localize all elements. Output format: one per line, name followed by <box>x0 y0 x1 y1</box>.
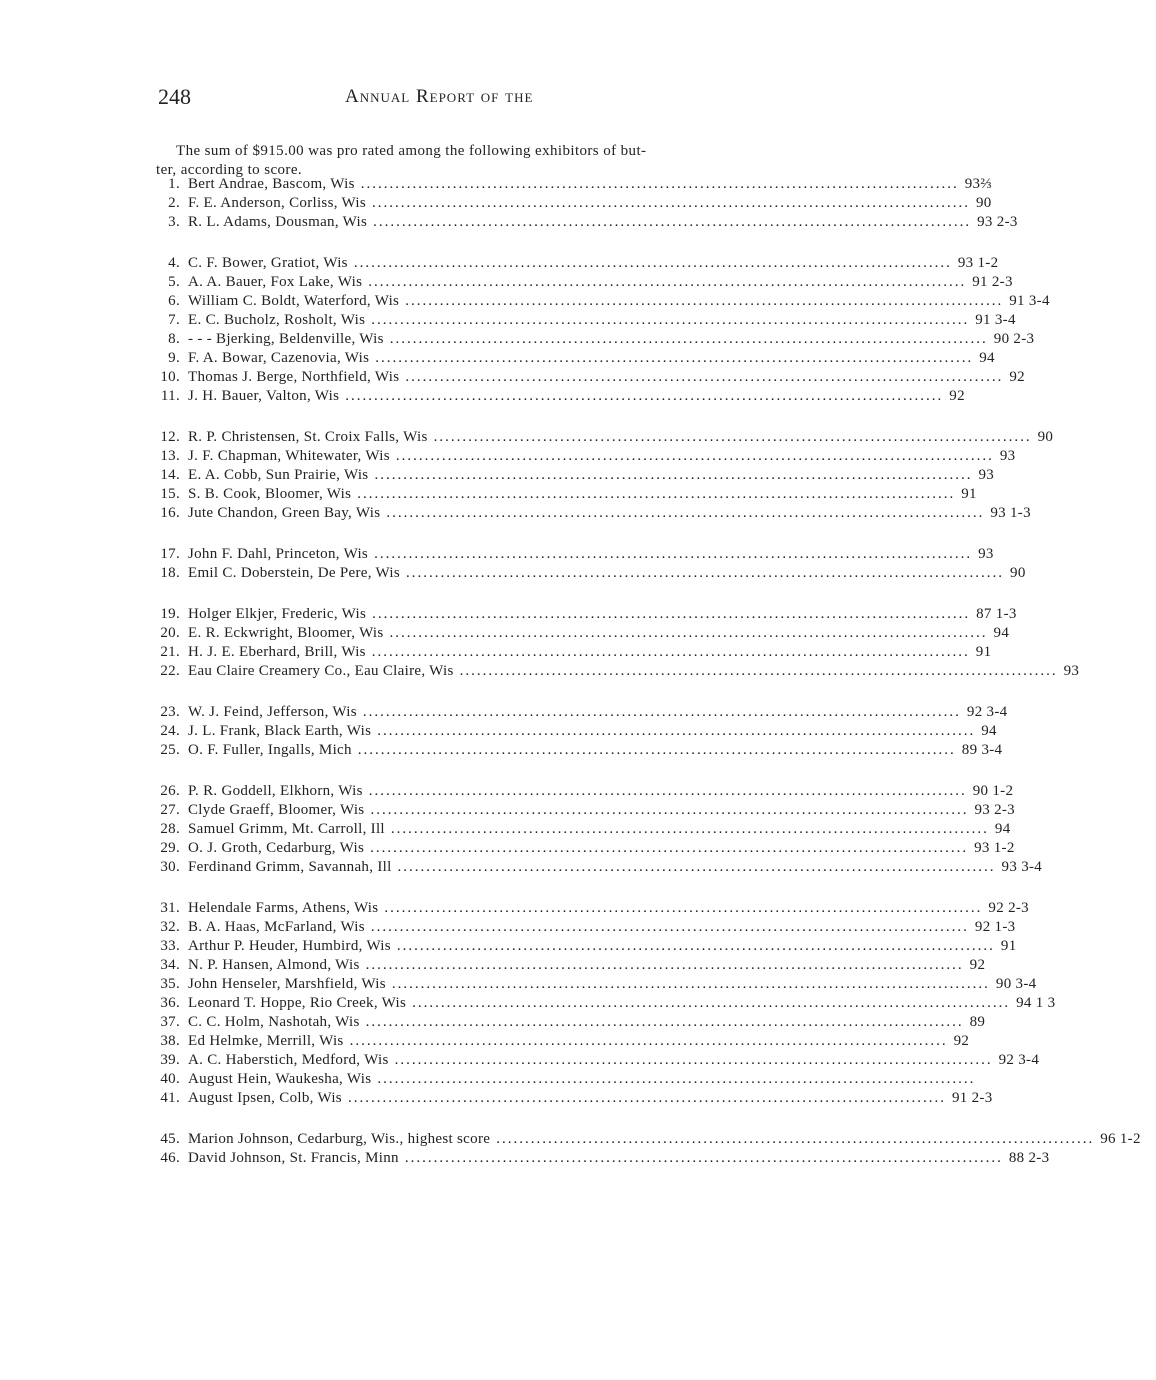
exhibitor-name: Bert Andrae, Bascom, Wis <box>188 176 355 192</box>
butter-score: 94 1 3 <box>1016 995 1056 1011</box>
exhibitor-name: O. J. Groth, Cedarburg, Wis <box>188 840 365 856</box>
page-number: 248 <box>158 84 191 109</box>
butter-score: 92 <box>953 1033 970 1049</box>
dot-leader: ........................................................................................................ <box>357 742 956 758</box>
butter-score: 96 1-2 <box>1100 1131 1141 1147</box>
exhibitor-name: S. B. Cook, Bloomer, Wis <box>188 486 352 502</box>
butter-score: 93 <box>978 467 995 483</box>
exhibitor-name: Ed Helmke, Merrill, Wis <box>188 1033 344 1049</box>
entry-number: 21. <box>160 644 180 660</box>
exhibitor-row <box>150 255 999 274</box>
dot-leader: ........................................................................................................ <box>353 255 952 271</box>
dot-leader: ........................................................................................................ <box>374 467 973 483</box>
entry-number: 14. <box>160 467 180 483</box>
entry-number: 2. <box>168 195 180 211</box>
exhibitor-row <box>150 1071 976 1090</box>
entry-number: 1. <box>168 176 180 192</box>
exhibitor-row <box>150 1014 986 1033</box>
dot-leader: ........................................................................................................ <box>377 1071 976 1087</box>
butter-score: 94 <box>981 723 997 739</box>
dot-leader: ........................................................................................................ <box>370 802 969 818</box>
exhibitor-name: Thomas J. Berge, Northfield, Wis <box>188 369 400 385</box>
butter-score: 93 2-3 <box>977 214 1018 230</box>
dot-leader: ........................................................................................................ <box>368 783 967 799</box>
exhibitor-group <box>150 176 1018 233</box>
butter-score: 94 <box>993 625 1010 641</box>
exhibitor-name: Clyde Graeff, Bloomer, Wis <box>188 802 365 818</box>
entry-number: 39. <box>160 1052 180 1068</box>
butter-score: 92 2-3 <box>988 900 1029 916</box>
entry-number: 16. <box>160 505 180 521</box>
exhibitor-name: - - - Bjerking, Beldenville, Wis <box>188 331 384 347</box>
entry-number: 29. <box>160 840 180 856</box>
exhibitor-row <box>150 900 1029 919</box>
exhibitor-name: O. F. Fuller, Ingalls, Mich <box>188 742 352 758</box>
exhibitor-name: John Henseler, Marshfield, Wis <box>188 976 386 992</box>
exhibitor-row <box>150 195 992 214</box>
group-spacer <box>150 407 820 429</box>
dot-leader: ........................................................................................................ <box>371 644 970 660</box>
exhibitor-name: Leonard T. Hoppe, Rio Creek, Wis <box>188 995 407 1011</box>
butter-score: 93 <box>999 448 1016 464</box>
butter-score: 93 2-3 <box>974 802 1015 818</box>
butter-score: 93 3-4 <box>1001 859 1043 875</box>
dot-leader: ........................................................................................................ <box>389 331 988 347</box>
entry-number: 40. <box>160 1071 180 1087</box>
exhibitor-row <box>150 644 992 663</box>
exhibitor-row <box>150 995 1056 1014</box>
dot-leader: ........................................................................................................ <box>371 312 970 328</box>
exhibitor-row <box>150 723 997 742</box>
exhibitor-name: Ferdinand Grimm, Savannah, Ill <box>188 859 392 875</box>
exhibitor-row <box>150 802 1015 821</box>
entry-number: 34. <box>160 957 180 973</box>
dot-leader: ........................................................................................................ <box>377 723 976 739</box>
entry-number: 12. <box>160 429 180 445</box>
entry-number: 24. <box>160 723 180 739</box>
exhibitor-name: E. R. Eckwright, Bloomer, Wis <box>188 625 384 641</box>
exhibitor-group <box>150 704 1008 761</box>
butter-score: 93 1-2 <box>957 255 999 271</box>
entry-number: 19. <box>160 606 180 622</box>
exhibitor-name: W. J. Feind, Jefferson, Wis <box>188 704 357 720</box>
exhibitor-name: E. A. Cobb, Sun Prairie, Wis <box>188 467 369 483</box>
dot-leader: ........................................................................................................ <box>370 840 969 856</box>
dot-leader: ........................................................................................................ <box>433 429 1032 445</box>
entry-number: 35. <box>160 976 180 992</box>
dot-leader: ........................................................................................................ <box>347 1090 946 1106</box>
butter-score: 89 3-4 <box>961 742 1003 758</box>
exhibitor-name: Jute Chandon, Green Bay, Wis <box>188 505 381 521</box>
entry-number: 33. <box>160 938 180 954</box>
exhibitor-row <box>150 448 1016 467</box>
exhibitor-group <box>150 783 1043 878</box>
dot-leader: ........................................................................................................ <box>368 274 967 290</box>
exhibitor-row <box>150 938 1017 957</box>
dot-leader: ........................................................................................................ <box>406 565 1005 581</box>
butter-score: 92 1-3 <box>974 919 1016 935</box>
dot-leader: ........................................................................................................ <box>405 369 1004 385</box>
entry-number: 36. <box>160 995 180 1011</box>
exhibitor-row <box>150 388 965 407</box>
exhibitor-row <box>150 214 1018 233</box>
dot-leader: ........................................................................................................ <box>360 176 959 192</box>
dot-leader: ........................................................................................................ <box>405 293 1004 309</box>
exhibitor-name: R. P. Christensen, St. Croix Falls, Wis <box>188 429 428 445</box>
butter-score: 93 1-3 <box>990 505 1031 521</box>
intro-paragraph <box>156 142 816 180</box>
dot-leader: ........................................................................................................ <box>404 1150 1003 1166</box>
entry-number: 32. <box>160 919 180 935</box>
dot-leader: ........................................................................................................ <box>375 350 974 366</box>
exhibitor-group <box>150 255 1050 407</box>
butter-score: 90 1-2 <box>972 783 1014 799</box>
exhibitor-list <box>150 176 1141 1169</box>
exhibitor-name: August Hein, Waukesha, Wis <box>188 1071 372 1087</box>
exhibitor-row <box>150 957 986 976</box>
dot-leader: ........................................................................................................ <box>365 1014 964 1030</box>
exhibitor-group <box>150 606 1080 682</box>
dot-leader: ........................................................................................................ <box>386 505 985 521</box>
butter-score: 88 2-3 <box>1008 1150 1050 1166</box>
butter-score: 94 <box>994 821 1011 837</box>
exhibitor-row <box>150 429 1054 448</box>
dot-leader: ........................................................................................................ <box>365 957 964 973</box>
exhibitor-row <box>150 331 1035 350</box>
entry-number: 5. <box>168 274 180 290</box>
running-head: Annual Report of the <box>345 86 534 107</box>
exhibitor-name: A. C. Haberstich, Medford, Wis <box>188 1052 389 1068</box>
entry-number: 31. <box>160 900 180 916</box>
dot-leader: ........................................................................................................ <box>396 938 995 954</box>
butter-score: 91 3-4 <box>1009 293 1050 309</box>
entry-number: 9. <box>168 350 180 366</box>
exhibitor-name: C. F. Bower, Gratiot, Wis <box>188 255 348 271</box>
dot-leader: ........................................................................................................ <box>370 919 969 935</box>
butter-score: 91 <box>975 644 992 660</box>
group-spacer <box>150 524 820 546</box>
exhibitor-row <box>150 663 1080 682</box>
dot-leader: ........................................................................................................ <box>390 821 989 837</box>
entry-number: 10. <box>160 369 180 385</box>
exhibitor-row <box>150 1090 993 1109</box>
exhibitor-name: H. J. E. Eberhard, Brill, Wis <box>188 644 366 660</box>
exhibitor-name: Eau Claire Creamery Co., Eau Claire, Wis <box>188 663 454 679</box>
exhibitor-group <box>150 1131 1141 1169</box>
exhibitor-group <box>150 546 1026 584</box>
entry-number: 23. <box>160 704 180 720</box>
dot-leader: ........................................................................................................ <box>395 448 994 464</box>
butter-score: 92 3-4 <box>998 1052 1040 1068</box>
entry-number: 11. <box>160 388 180 404</box>
exhibitor-row <box>150 293 1050 312</box>
dot-leader: ........................................................................................................ <box>345 388 944 404</box>
dot-leader: ........................................................................................................ <box>357 486 956 502</box>
dot-leader: ........................................................................................................ <box>374 546 973 562</box>
group-spacer <box>150 233 820 255</box>
intro-line-1: The sum of $915.00 was pro rated among the following exhibitors of but- <box>176 143 647 159</box>
butter-score: 93 1-2 <box>974 840 1015 856</box>
exhibitor-name: R. L. Adams, Dousman, Wis <box>188 214 368 230</box>
butter-score: 93 <box>978 546 994 562</box>
exhibitor-row <box>150 1131 1141 1150</box>
entry-number: 46. <box>160 1150 180 1166</box>
exhibitor-name: Marion Johnson, Cedarburg, Wis., highest score <box>188 1131 491 1147</box>
dot-leader: ........................................................................................................ <box>412 995 1011 1011</box>
entry-number: 22. <box>160 663 180 679</box>
exhibitor-row <box>150 1033 970 1052</box>
exhibitor-name: J. F. Chapman, Whitewater, Wis <box>188 448 390 464</box>
exhibitor-row <box>150 274 1013 293</box>
exhibitor-name: David Johnson, St. Francis, Minn <box>188 1150 399 1166</box>
dot-leader: ........................................................................................................ <box>384 900 983 916</box>
entry-number: 20. <box>160 625 180 641</box>
exhibitor-name: J. H. Bauer, Valton, Wis <box>188 388 340 404</box>
exhibitor-name: A. A. Bauer, Fox Lake, Wis <box>188 274 363 290</box>
exhibitor-row <box>150 467 995 486</box>
butter-score: 91 2-3 <box>951 1090 993 1106</box>
entry-number: 18. <box>160 565 180 581</box>
entry-number: 28. <box>160 821 180 837</box>
entry-number: 27. <box>160 802 180 818</box>
butter-score: 90 <box>1037 429 1054 445</box>
exhibitor-row <box>150 919 1016 938</box>
exhibitor-row <box>150 369 1025 388</box>
exhibitor-row <box>150 176 992 195</box>
exhibitor-row <box>150 505 1031 524</box>
exhibitor-row <box>150 1052 1040 1071</box>
entry-number: 38. <box>160 1033 180 1049</box>
entry-number: 41. <box>160 1090 180 1106</box>
exhibitor-name: C. C. Holm, Nashotah, Wis <box>188 1014 360 1030</box>
entry-number: 13. <box>160 448 180 464</box>
exhibitor-row <box>150 840 1015 859</box>
entry-number: 15. <box>160 486 180 502</box>
butter-score: 93 <box>1063 663 1080 679</box>
exhibitor-row <box>150 742 1003 761</box>
butter-score: 89 <box>969 1014 986 1030</box>
butter-score: 92 <box>949 388 965 404</box>
entry-number: 17. <box>160 546 180 562</box>
exhibitor-name: John F. Dahl, Princeton, Wis <box>188 546 369 562</box>
dot-leader: ........................................................................................................ <box>349 1033 948 1049</box>
group-spacer <box>150 1109 820 1131</box>
exhibitor-row <box>150 565 1026 584</box>
dot-leader: ........................................................................................................ <box>372 195 970 211</box>
butter-score: 91 <box>961 486 977 502</box>
group-spacer <box>150 761 820 783</box>
butter-score: 90 <box>1010 565 1026 581</box>
butter-score: 90 2-3 <box>993 331 1035 347</box>
exhibitor-name: August Ipsen, Colb, Wis <box>188 1090 342 1106</box>
entry-number: 6. <box>168 293 180 309</box>
dot-leader: ........................................................................................................ <box>459 663 1058 679</box>
exhibitor-name: Samuel Grimm, Mt. Carroll, Ill <box>188 821 385 837</box>
exhibitor-name: Helendale Farms, Athens, Wis <box>188 900 379 916</box>
exhibitor-name: N. P. Hansen, Almond, Wis <box>188 957 360 973</box>
exhibitor-row <box>150 783 1014 802</box>
dot-leader: ........................................................................................................ <box>373 214 972 230</box>
butter-score: 91 <box>1000 938 1017 954</box>
group-spacer <box>150 878 820 900</box>
butter-score: 92 <box>1009 369 1025 385</box>
dot-leader: ........................................................................................................ <box>389 625 988 641</box>
dot-leader: ........................................................................................................ <box>394 1052 993 1068</box>
exhibitor-name: B. A. Haas, McFarland, Wis <box>188 919 365 935</box>
butter-score: 90 <box>976 195 992 211</box>
intro-line-2: ter, according to score. <box>156 162 303 178</box>
entry-number: 37. <box>160 1014 180 1030</box>
group-spacer <box>150 584 820 606</box>
exhibitor-name: F. A. Bowar, Cazenovia, Wis <box>188 350 370 366</box>
butter-score: 92 <box>969 957 986 973</box>
entry-number: 25. <box>160 742 180 758</box>
exhibitor-name: J. L. Frank, Black Earth, Wis <box>188 723 372 739</box>
exhibitor-row <box>150 704 1008 723</box>
exhibitor-name: Arthur P. Heuder, Humbird, Wis <box>188 938 391 954</box>
exhibitor-name: P. R. Goddell, Elkhorn, Wis <box>188 783 363 799</box>
exhibitor-group <box>150 429 1054 524</box>
entry-number: 4. <box>168 255 180 271</box>
exhibitor-row <box>150 1150 1050 1169</box>
exhibitor-name: Holger Elkjer, Frederic, Wis <box>188 606 367 622</box>
dot-leader: ........................................................................................................ <box>372 606 971 622</box>
exhibitor-name: William C. Boldt, Waterford, Wis <box>188 293 400 309</box>
exhibitor-row <box>150 546 994 565</box>
butter-score: 93⅔ <box>964 176 992 192</box>
group-spacer <box>150 682 820 704</box>
entry-number: 45. <box>160 1131 180 1147</box>
dot-leader: ........................................................................................................ <box>496 1131 1095 1147</box>
exhibitor-name: E. C. Bucholz, Rosholt, Wis <box>188 312 366 328</box>
entry-number: 30. <box>160 859 180 875</box>
exhibitor-group <box>150 900 1056 1109</box>
exhibitor-row <box>150 312 1016 331</box>
butter-score: 87 1-3 <box>976 606 1017 622</box>
exhibitor-row <box>150 625 1010 644</box>
exhibitor-row <box>150 976 1037 995</box>
exhibitor-name: Emil C. Doberstein, De Pere, Wis <box>188 565 401 581</box>
exhibitor-row <box>150 350 995 369</box>
entry-number: 26. <box>160 783 180 799</box>
exhibitor-row <box>150 606 1017 625</box>
exhibitor-row <box>150 821 1011 840</box>
butter-score: 91 3-4 <box>975 312 1016 328</box>
butter-score: 92 3-4 <box>966 704 1008 720</box>
entry-number: 8. <box>168 331 180 347</box>
butter-score: 90 3-4 <box>995 976 1037 992</box>
entry-number: 3. <box>168 214 180 230</box>
entry-number: 7. <box>168 312 180 328</box>
dot-leader: ........................................................................................................ <box>391 976 990 992</box>
exhibitor-row <box>150 859 1043 878</box>
butter-score: 94 <box>979 350 995 366</box>
butter-score: 91 2-3 <box>972 274 1013 290</box>
dot-leader: ........................................................................................................ <box>397 859 996 875</box>
exhibitor-row <box>150 486 977 505</box>
dot-leader: ........................................................................................................ <box>362 704 961 720</box>
exhibitor-name: F. E. Anderson, Corliss, Wis <box>188 195 366 211</box>
